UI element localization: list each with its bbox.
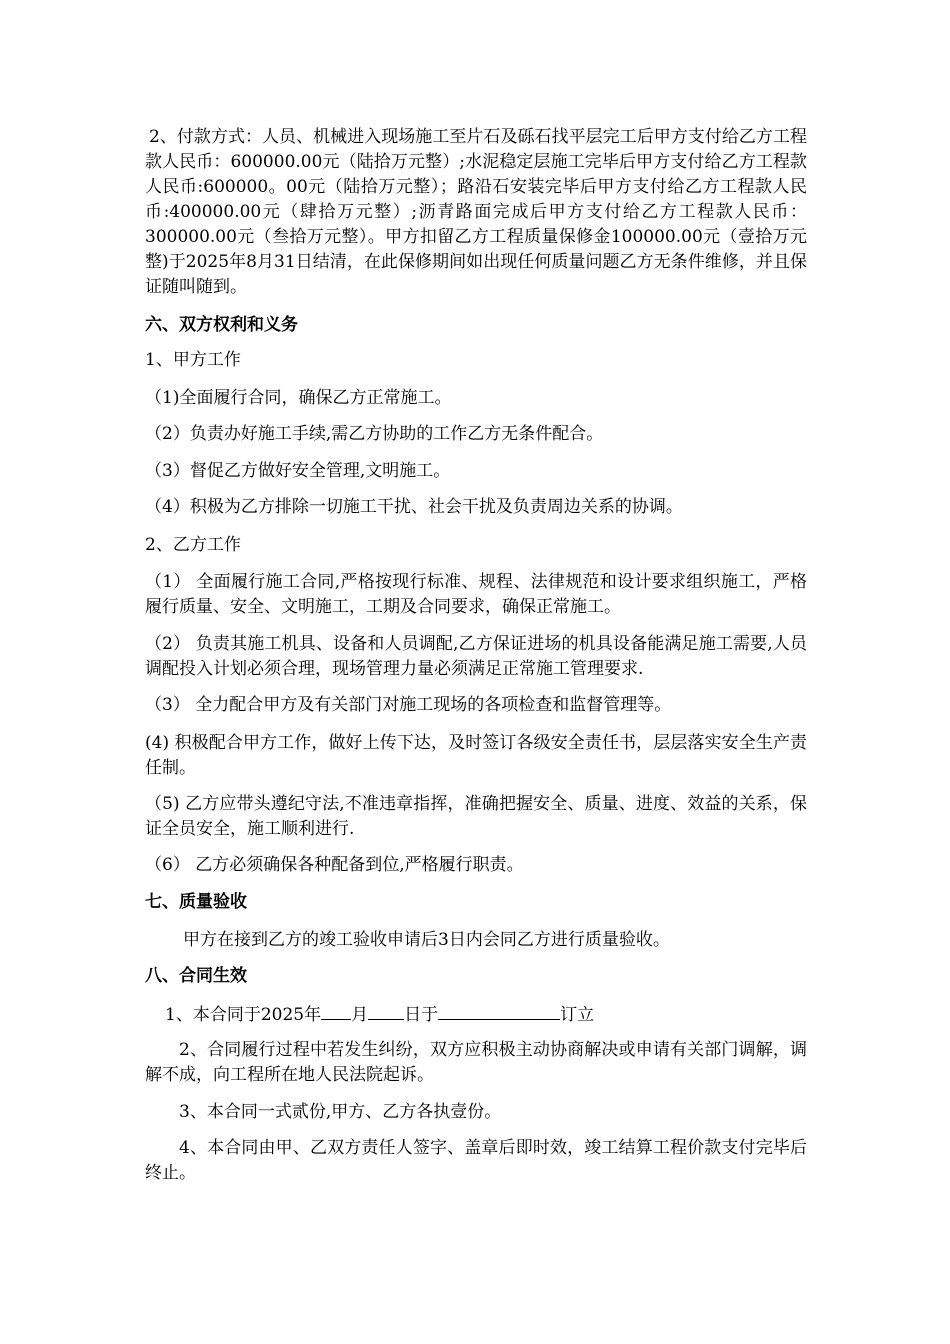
date-suffix: 订立: [560, 1005, 595, 1025]
party-a-item-3: （3）督促乙方做好安全管理,文明施工。: [145, 461, 451, 481]
party-b-item-3: （3） 全力配合甲方及有关部门对施工现场的各项检查和监督管理等。: [145, 695, 672, 715]
date-prefix: 1、本合同于2025年: [165, 1005, 322, 1025]
clause-3: 3、本合同一式贰份,甲方、乙方各执壹份。: [179, 1102, 502, 1122]
section-7-heading: 七、质量验收: [145, 892, 247, 912]
party-b-heading: 2、乙方工作: [145, 535, 241, 555]
section-8-heading: 八、合同生效: [145, 966, 247, 986]
party-b-item-5: （5) 乙方应带头遵纪守法,不准违章指挥，准确把握安全、质量、进度、效益的关系，保证全员安全，施工顺利进行.: [145, 794, 807, 839]
clause-2: 2、合同履行过程中若发生纠纷，双方应积极主动协商解决或申请有关部门调解，调解不成，向工程所在地人民法院起诉。: [145, 1040, 807, 1085]
contract-date-line: [145, 1001, 807, 1028]
payment-clause: 2、付款方式：人员、机械进入现场施工至片石及砾石找平层完工后甲方支付给乙方工程款人民币：600000.00元（陆拾万元整）;水泥稳定层施工完毕后甲方支付给乙方工程款人民币:600000。00元（陆拾万元整）；路沿石安装完毕后甲方支付给乙方工程款人民币:400000.00元（肆拾万元整）;沥青路面完成后甲方支付给乙方工程款人民币：300000.00元（叁拾万元整）。甲方扣留乙方工程质量保修金100000.00元（壹拾万元整)于2025年8月31日结清，在此保修期间如出现任何质量问题乙方无条件维修，并且保证随叫随到。: [145, 127, 807, 297]
month-label: 月: [351, 1005, 369, 1025]
day-blank[interactable]: [368, 1001, 404, 1020]
party-b-item-1: （1） 全面履行施工合同,严格按现行标准、规程、法律规范和设计要求组织施工，严格履行质量、安全、文明施工，工期及合同要求，确保正常施工。: [145, 572, 807, 617]
day-label: 日于: [404, 1005, 439, 1025]
party-a-heading: 1、甲方工作: [145, 350, 241, 370]
party-a-item-4: （4）积极为乙方排除一切施工干扰、社会干扰及负责周边关系的协调。: [145, 497, 683, 517]
place-blank[interactable]: [438, 1001, 560, 1020]
party-b-item-6: （6） 乙方必须确保各种配备到位,严格履行职责。: [145, 855, 524, 875]
clause-4: 4、本合同由甲、乙双方责任人签字、盖章后即时效，竣工结算工程价款支付完毕后终止。: [145, 1138, 807, 1183]
month-blank[interactable]: [321, 1001, 351, 1020]
section-6-heading: 六、双方权利和义务: [145, 315, 298, 335]
party-a-item-1: （1)全面履行合同，确保乙方正常施工。: [145, 388, 452, 408]
party-a-item-2: （2）负责办好施工手续,需乙方协助的工作乙方无条件配合。: [145, 424, 604, 444]
party-b-item-4: (4) 积极配合甲方工作，做好上传下达，及时签订各级安全责任书，层层落实安全生产责任制。: [145, 733, 807, 778]
party-b-item-2: （2） 负责其施工机具、设备和人员调配,乙方保证进场的机具设备能满足施工需要,人员调配投入计划必须合理，现场管理力量必须满足正常施工管理要求.: [145, 634, 807, 679]
section-7-text: 甲方在接到乙方的竣工验收申请后3日内会同乙方进行质量验收。: [183, 930, 670, 950]
